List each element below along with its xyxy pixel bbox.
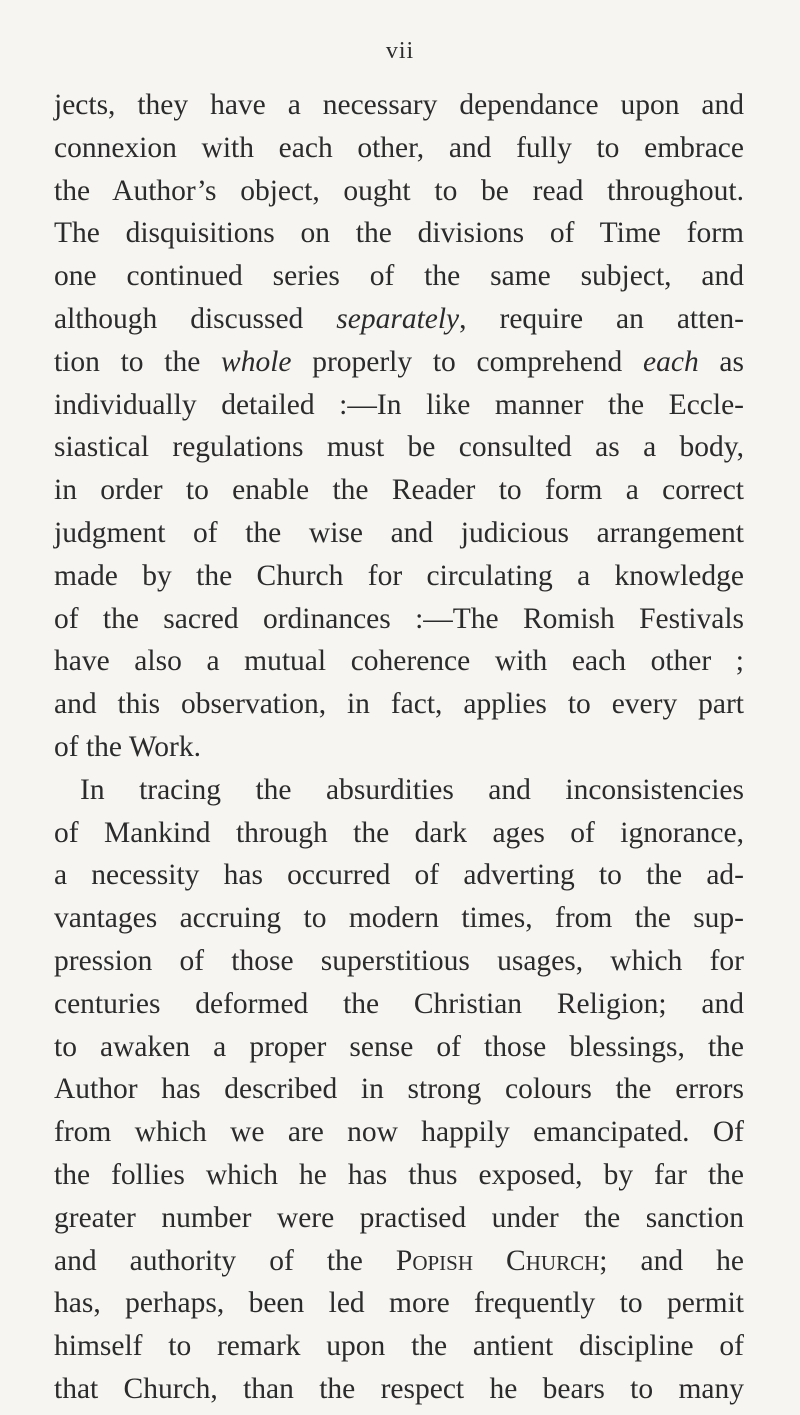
text-line: one continued series of the same subject, and	[54, 260, 744, 293]
body-text	[54, 84, 744, 1411]
text-line: In tracing the absurdities and inconsistencies	[80, 773, 744, 806]
text-line: Author has described in strong colours the errors	[54, 1073, 744, 1106]
text-line: from which we are now happily emancipated. Of	[54, 1116, 744, 1149]
text-line: has, perhaps, been led more frequently to permit	[54, 1287, 744, 1320]
text-line: of the Work.	[54, 730, 202, 763]
text-line: himself to remark upon the antient discipline of	[54, 1330, 744, 1363]
text-line: the follies which he has thus exposed, by far the	[54, 1158, 744, 1191]
text-line: jects, they have a necessary dependance upon and	[54, 89, 744, 121]
text-line: The disquisitions on the divisions of Time form	[54, 217, 744, 250]
text-line: have also a mutual coherence with each other ;	[54, 645, 744, 678]
text-line: judgment of the wise and judicious arrangement	[54, 516, 744, 549]
text-line: in order to enable the Reader to form a correct	[54, 474, 744, 507]
text-line: of Mankind through the dark ages of ignorance,	[54, 816, 744, 849]
text-line: connexion with each other, and fully to embrace	[54, 131, 744, 164]
text-line: siastical regulations must be consulted as a body,	[54, 431, 744, 464]
text-line: and authority of the Popish Church; and he	[54, 1244, 744, 1277]
text-line: that Church, than the respect he bears to many	[54, 1372, 744, 1405]
page-number: vii	[385, 38, 415, 64]
text-line: pression of those superstitious usages, which for	[54, 944, 744, 977]
text-line: vantages accruing to modern times, from the sup-	[54, 902, 744, 935]
text-line: although discussed separately, require an atten-	[54, 302, 744, 335]
text-line: greater number were practised under the sanction	[54, 1201, 744, 1234]
text-line: made by the Church for circulating a knowledge	[54, 559, 744, 592]
text-line: to awaken a proper sense of those blessings, the	[54, 1030, 744, 1063]
text-line: a necessity has occurred of adverting to the ad-	[54, 859, 744, 892]
text-line: the Author’s object, ought to be read throughout.	[54, 174, 744, 207]
text-line: of the sacred ordinances :—The Romish Festivals	[54, 602, 744, 635]
text-line: tion to the whole properly to comprehend each as	[54, 345, 744, 378]
text-line: and this observation, in fact, applies to every part	[54, 688, 744, 721]
text-line: individually detailed :—In like manner the Eccle-	[54, 388, 744, 421]
text-line: centuries deformed the Christian Religion; and	[54, 987, 744, 1020]
